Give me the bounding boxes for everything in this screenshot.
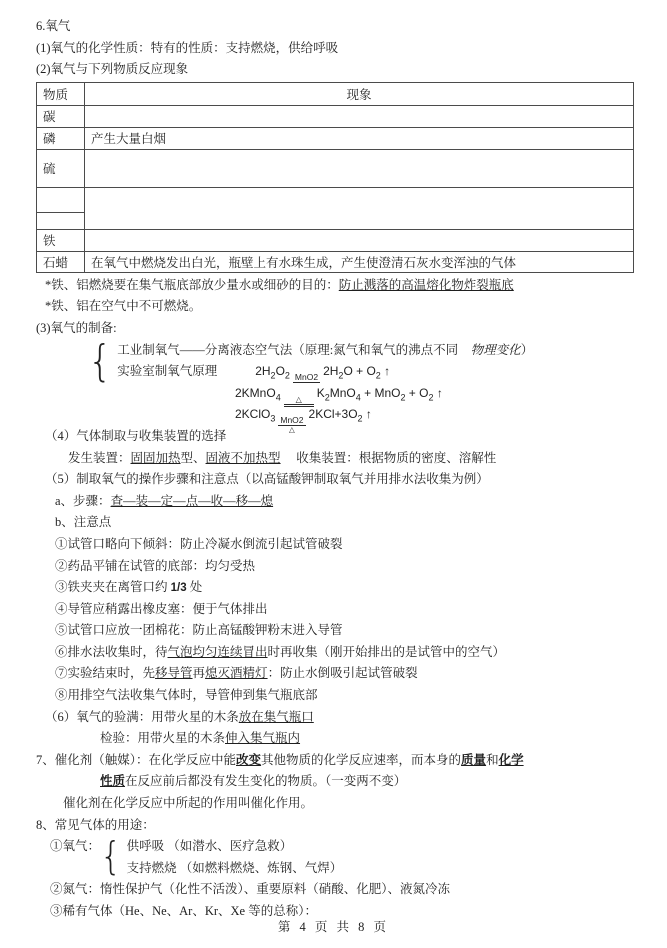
text-segment: 检验：用带火星的木条 [100,731,226,746]
lab-oxygen-label: 实验室制氧气原理 [117,364,218,379]
text-segment: ：防止水倒吸引起试管破裂 [267,666,418,681]
phenomenon-cell: 在氧气中燃烧发出白光，瓶壁上有水珠生成，产生使澄清石灰水变浑浊的气体 [85,251,634,272]
text-segment: + MnO [360,385,401,400]
phenomenon-cell [85,149,634,187]
text-segment: ⑦实验结束时，先 [55,666,156,681]
substance-cell: 硫 [37,149,85,187]
phenomenon-cell [85,229,634,251]
line-steps-sequence [55,491,634,513]
caution-item-6 [55,642,634,664]
substance-cell [37,212,85,229]
text-segment: 4 [275,392,281,403]
text-segment: 性质 [100,774,126,789]
text-segment: O [275,364,285,379]
text-segment: ③铁夹夹在离管口约 [55,580,171,595]
text-segment: 质量 [461,752,487,767]
substance-cell [37,187,85,212]
text-segment: 4 [355,392,361,403]
text-segment: 2 [428,392,434,403]
text-segment: 再 [192,666,206,681]
text-segment: ②药品平铺在试管的底部：均匀受热 [55,558,256,573]
page-footer: 第 4 页 共 8 页 [277,920,390,934]
text-segment: 工业制氧气——分离液态空气法（原理:氮气和氧气的沸点不同 [117,342,471,357]
oxygen-uses-items [127,836,343,879]
oxygen-use-combustion: 支持燃烧 （如燃料燃烧、炼钢、气焊） [126,860,343,875]
substance-cell: 碳 [37,105,85,127]
oxygen-preparation-group [88,335,634,386]
line-catalysis-effect: 催化剂在化学反应中所起的作用叫催化作用。 [63,796,314,811]
text-segment: 2 [324,392,330,403]
text-segment: 1/3 [170,582,187,595]
text-segment: ） [520,342,534,357]
text-segment: 查—装—定—点—收—移—熄 [110,493,274,508]
condition-under: △ [289,425,295,435]
text-segment: *铁、铝燃烧要在集气瓶底部放少量水或细砂的目的： [45,277,339,292]
text-segment: + O [405,385,429,400]
line-reaction-phenomena-intro: (2)氧气与下列物质反应现象 [36,62,189,77]
condition-over: △ [295,394,302,404]
text-segment: ④导管应稍露出橡皮塞：便于气体排出 [55,601,268,616]
text-segment: 物理变化 [470,342,521,357]
text-segment: 气泡均匀连续冒出 [167,644,268,659]
substance-cell: 石蜡 [37,251,85,272]
reaction-condition [293,372,320,383]
text-segment: 7、催化剂（触媒）：在化学反应中能 [36,752,237,767]
oxygen-uses-label: ①氧气： [50,839,101,854]
substance-cell: 磷 [37,127,85,149]
line-industrial-oxygen [117,340,533,362]
line-nitrogen-uses: ②氮气：惰性保护气（化性不活泼）、重要原料（硝酸、化肥）、液氮冷冻 [50,882,451,897]
text-segment: 伸入集气瓶内 [225,731,301,746]
table-row-wax [37,251,634,272]
text-segment: ①试管口略向下倾斜：防止冷凝水倒流引起试管破裂 [55,536,343,551]
line-oxygen-verify-test [100,728,634,750]
text-segment: 发生装置： [68,450,131,465]
caution-item-1 [55,534,634,556]
text-segment: 固液不加热型 [205,450,281,465]
equation-h2o2 [255,361,390,383]
text-segment: ⑥排水法收集时，待 [55,644,168,659]
table-row-phosphorus [37,127,634,149]
text-segment: K [316,385,325,400]
left-brace: { [100,834,122,880]
line-catalyst-definition-1 [36,750,634,772]
text-segment: 放在集气瓶口 [238,709,314,724]
text-segment: 熄灭酒精灯 [205,666,268,681]
text-segment: 2 [400,392,406,403]
condition-over: MnO2 [294,372,319,383]
table-row-sulfur [37,149,634,187]
equation-kmno4 [235,383,634,405]
line-generator-collector [68,448,634,470]
preparation-items [117,340,533,383]
text-segment: ⑤试管口应放一团棉花：防止高锰酸钾粉末进入导管 [55,623,343,638]
caution-item-7 [55,663,634,685]
substance-cell: 铁 [37,229,85,251]
text-segment: 2 [375,370,381,381]
text-segment: 收集装置：根据物质的密度、溶解性 [280,450,497,465]
text-segment: 2 [338,370,344,381]
caution-item-5 [55,620,634,642]
text-segment: ↑ [380,364,391,379]
text-segment: 化学 [498,752,524,767]
section-heading-oxygen: 6.氧气 [36,19,71,33]
note-iron-aluminum-sand [45,275,634,297]
text-segment: 固固加热 [130,450,181,465]
line-catalyst-definition-2 [100,771,634,793]
text-segment: 防止溅落的高温熔化物炸裂瓶底 [338,277,514,292]
substance-header-cell: 物质 [37,82,85,105]
table-row-carbon [37,105,634,127]
text-segment: 和 [486,752,499,767]
text-segment: ↑ [362,407,372,422]
table-row-iron [37,229,634,251]
text-segment: 2 [357,413,363,424]
oxygen-use-breathing: 供呼吸 （如潜水、医疗急救） [126,839,293,854]
text-segment: 3 [270,413,276,424]
text-segment: 2KMnO [235,385,276,400]
caution-item-2 [55,556,634,578]
line-rare-gases: ③稀有气体（He、Ne、Ar、Kr、Xe 等的总称）： [50,904,317,918]
caution-item-8 [55,685,634,707]
reaction-phenomena-table [36,82,634,273]
text-segment: 移导管 [155,666,193,681]
reaction-condition [278,415,305,434]
text-segment: 2 [284,370,290,381]
text-segment: 其他物质的化学反应速率，而本身的 [261,752,462,767]
text-segment: 2H [323,364,339,379]
text-segment: MnO [329,385,356,400]
text-segment: 时再收集（刚开始排出的是试管中的空气） [267,644,506,659]
text-segment: 2KClO [235,407,271,422]
line-operation-steps-heading: （5）制取氧气的操作步骤和注意点（以高锰酸钾制取氧气并用排水法收集为例） [45,472,489,487]
text-segment: 2 [270,370,276,381]
condition-over: MnO2 [280,415,304,426]
line-oxygen-preparation-heading: (3)氧气的制备: [36,320,117,335]
text-segment: O + O [343,364,376,379]
table-row-empty-1 [37,187,634,212]
line-oxygen-full-test [45,707,634,729]
phenomenon-cell-merged [85,187,634,229]
equation-kclo3 [235,404,634,435]
line-common-gas-uses-heading: 8、常见气体的用途： [36,817,155,832]
text-segment: 在反应前后都没有发生变化的物质。（一变两不变） [125,774,407,789]
note-iron-aluminum-air: *铁、铝在空气中不可燃烧。 [45,299,202,314]
phenomenon-cell [85,105,634,127]
text-segment: 2KCl+3O [308,407,358,422]
line-lab-oxygen [117,361,533,383]
text-segment: a、步骤： [55,493,111,508]
text-segment: 2H [255,364,271,379]
text-segment: 处 [186,580,203,595]
text-segment: ⑧用排空气法收集气体时，导管伸到集气瓶底部 [55,688,318,703]
caution-item-3 [55,577,634,599]
caution-item-4 [55,599,634,621]
line-apparatus-selection: （4）气体制取与收集装置的选择 [45,428,227,443]
table-header-row [37,82,634,105]
line-chemical-properties: (1)氧气的化学性质：特有的性质：支持燃烧，供给呼吸 [36,40,339,55]
text-segment: ↑ [433,385,443,400]
line-cautions-heading: b、注意点 [55,515,112,530]
text-segment: （6）氧气的验满：用带火星的木条 [45,709,239,724]
text-segment: 型、 [180,450,206,465]
left-brace: { [88,335,113,386]
oxygen-uses-group [50,836,634,879]
phenomenon-cell: 产生大量白烟 [85,127,634,149]
text-segment: 改变 [236,752,262,767]
phenomenon-header-cell: 现象 [85,82,634,105]
